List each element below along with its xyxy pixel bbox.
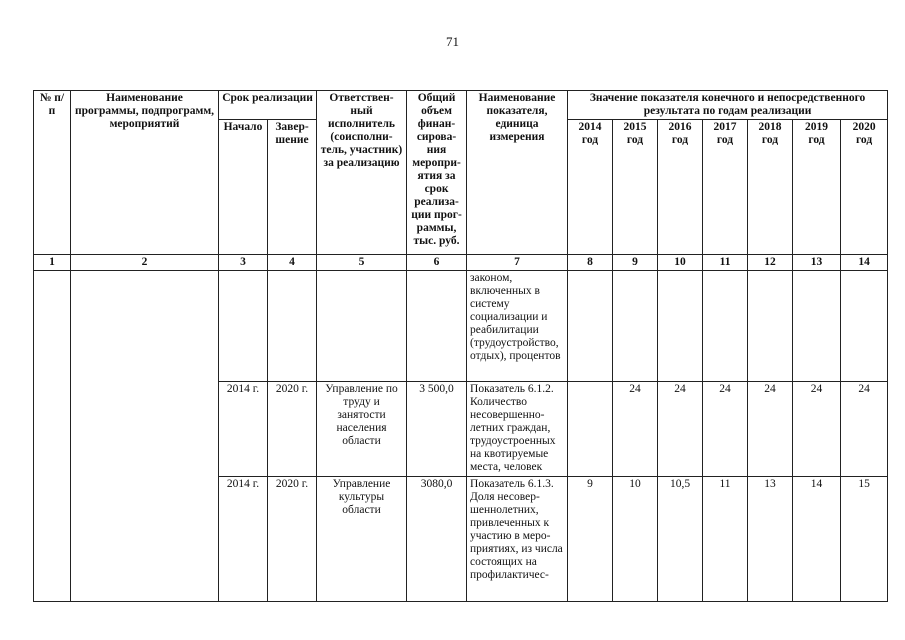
header-year-2016: 2016 год [658, 120, 703, 255]
cell-value-2014: 9 [568, 477, 613, 602]
header-name: Наименование программы, подпрограмм, мероприятий [71, 91, 219, 255]
program-table [33, 90, 888, 602]
header-year-2014: 2014 год [568, 120, 613, 255]
cell-end [268, 271, 317, 382]
header-num: № п/п [34, 91, 71, 255]
column-number: 12 [748, 255, 793, 271]
header-year-2015: 2015 год [613, 120, 658, 255]
cell-start: 2014 г. [219, 382, 268, 477]
cell-value-2018: 13 [748, 477, 793, 602]
header-year-2017: 2017 год [703, 120, 748, 255]
cell-end: 2020 г. [268, 477, 317, 602]
cell-value-2017: 24 [703, 382, 748, 477]
header-row-1 [34, 91, 888, 120]
header-start: Начало [219, 120, 268, 255]
page-number: 71 [446, 34, 459, 49]
table-row [34, 271, 888, 382]
cell-indicator: Показатель 6.1.3. Доля несовер-шеннолетних, привлеченных к участию в меро-приятиях, из числа состоящих на профилактичес- [467, 477, 568, 602]
cell-value-2019 [793, 271, 841, 382]
cell-funding [407, 271, 467, 382]
cell-value-2015 [613, 271, 658, 382]
cell-indicator: законом, включенных в систему социализации и реабилитации (трудоустройство, отдых), процентов [467, 271, 568, 382]
cell-funding: 3080,0 [407, 477, 467, 602]
cell-value-2020: 15 [841, 477, 888, 602]
cell-value-2016 [658, 271, 703, 382]
cell-value-2020: 24 [841, 382, 888, 477]
cell-value-2018: 24 [748, 382, 793, 477]
cell-indicator: Показатель 6.1.2. Количество несовершенно-летних граждан, трудоустроенных на квотируемые места, человек [467, 382, 568, 477]
header-year-2020: 2020 год [841, 120, 888, 255]
header-executor: Ответствен-ный исполнитель (соисполни-тель, участник) за реализацию [317, 91, 407, 255]
column-number: 13 [793, 255, 841, 271]
column-number: 4 [268, 255, 317, 271]
header-end: Завер-шение [268, 120, 317, 255]
cell-start: 2014 г. [219, 477, 268, 602]
cell-value-2017: 11 [703, 477, 748, 602]
cell-executor [317, 271, 407, 382]
column-number: 11 [703, 255, 748, 271]
column-number: 8 [568, 255, 613, 271]
header-year-2019: 2019 год [793, 120, 841, 255]
cell-value-2020 [841, 271, 888, 382]
column-number: 10 [658, 255, 703, 271]
column-number: 1 [34, 255, 71, 271]
column-number: 14 [841, 255, 888, 271]
header-indicator: Наименование показателя, единица измерения [467, 91, 568, 255]
column-number: 3 [219, 255, 268, 271]
cell-executor: Управление культуры области [317, 477, 407, 602]
column-number: 2 [71, 255, 219, 271]
column-number: 5 [317, 255, 407, 271]
cell-start [219, 271, 268, 382]
header-values-group: Значение показателя конечного и непосредственного результата по годам реализации [568, 91, 888, 120]
header-year-2018: 2018 год [748, 120, 793, 255]
column-number: 7 [467, 255, 568, 271]
column-number: 9 [613, 255, 658, 271]
cell-value-2019: 24 [793, 382, 841, 477]
header-term: Срок реализации [219, 91, 317, 120]
header-funding: Общий объем финан-сирова-ния меропри-ятия за срок реализа-ции прог-раммы, тыс. руб. [407, 91, 467, 255]
cell-value-2015: 10 [613, 477, 658, 602]
cell-funding: 3 500,0 [407, 382, 467, 477]
cell-executor: Управление по труду и занятости населения области [317, 382, 407, 477]
column-numbers-row [34, 255, 888, 271]
cell-value-2017 [703, 271, 748, 382]
cell-name [71, 271, 219, 602]
column-number: 6 [407, 255, 467, 271]
cell-value-2016: 24 [658, 382, 703, 477]
cell-end: 2020 г. [268, 382, 317, 477]
cell-num [34, 271, 71, 602]
cell-value-2015: 24 [613, 382, 658, 477]
cell-value-2016: 10,5 [658, 477, 703, 602]
cell-value-2019: 14 [793, 477, 841, 602]
cell-value-2014 [568, 382, 613, 477]
cell-value-2018 [748, 271, 793, 382]
cell-value-2014 [568, 271, 613, 382]
